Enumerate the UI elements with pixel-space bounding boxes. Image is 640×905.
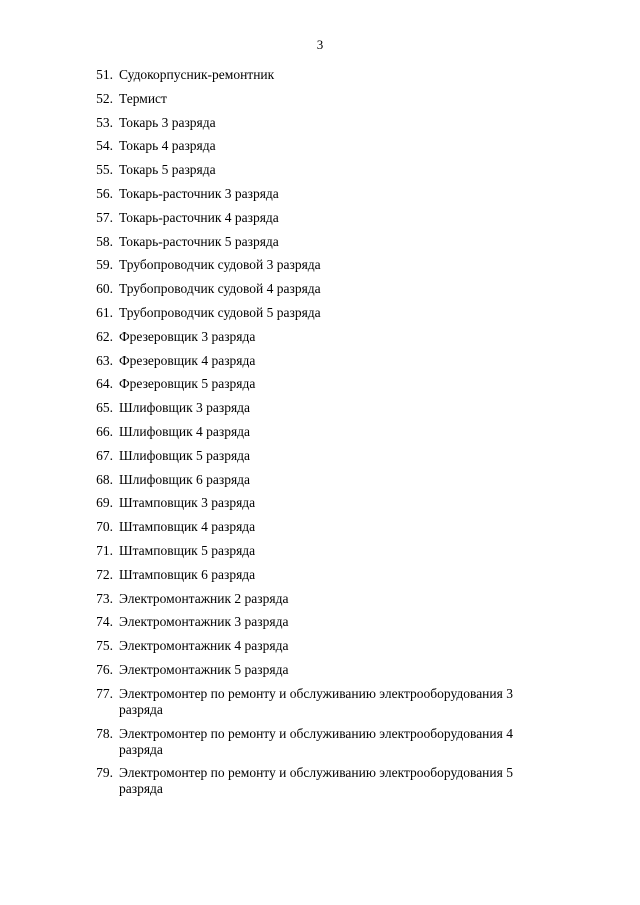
item-text: Электромонтажник 2 разряда	[119, 590, 289, 606]
item-number: 69.	[96, 495, 113, 511]
list-item	[0, 519, 640, 535]
profession-list	[0, 67, 640, 805]
item-text: Электромонтажник 4 разряда	[119, 638, 289, 654]
item-text: Электромонтажник 5 разряда	[119, 661, 289, 677]
item-number: 52.	[96, 90, 113, 106]
item-text: Электромонтажник 3 разряда	[119, 614, 289, 630]
item-text: Трубопроводчик судовой 3 разряда	[119, 257, 321, 273]
item-text: Токарь 3 разряда	[119, 114, 216, 130]
item-number: 76.	[96, 661, 113, 677]
item-number: 79.	[96, 765, 113, 781]
item-text: Термист	[119, 90, 167, 106]
item-number: 68.	[96, 471, 113, 487]
item-text: Шлифовщик 5 разряда	[119, 447, 251, 463]
item-text: Фрезеровщик 4 разряда	[119, 352, 256, 368]
list-item	[0, 591, 640, 607]
item-number: 57.	[96, 209, 113, 225]
item-number: 77.	[96, 685, 113, 701]
item-number: 66.	[96, 423, 113, 439]
item-text: Штамповщик 3 разряда	[119, 495, 256, 511]
list-item	[0, 686, 640, 718]
item-text: Фрезеровщик 5 разряда	[119, 376, 256, 392]
item-number: 63.	[96, 352, 113, 368]
list-item	[0, 91, 640, 107]
item-text: Трубопроводчик судовой 5 разряда	[119, 304, 321, 320]
list-item	[0, 234, 640, 250]
item-number: 59.	[96, 257, 113, 273]
list-item	[0, 472, 640, 488]
list-item	[0, 257, 640, 273]
item-number: 78.	[96, 725, 113, 741]
list-item	[0, 543, 640, 559]
list-item	[0, 424, 640, 440]
list-item	[0, 353, 640, 369]
list-item	[0, 186, 640, 202]
item-text: Шлифовщик 3 разряда	[119, 400, 251, 416]
list-item	[0, 400, 640, 416]
list-item	[0, 614, 640, 630]
item-number: 56.	[96, 185, 113, 201]
item-number: 55.	[96, 162, 113, 178]
item-text: Шлифовщик 6 разряда	[119, 471, 251, 487]
item-text: Токарь 4 разряда	[119, 138, 216, 154]
item-text: Трубопроводчик судовой 4 разряда	[119, 281, 321, 297]
item-number: 75.	[96, 638, 113, 654]
item-number: 51.	[96, 67, 113, 82]
item-number: 61.	[96, 304, 113, 320]
item-number: 54.	[96, 138, 113, 154]
item-text: Токарь-расточник 3 разряда	[119, 185, 279, 201]
list-item	[0, 67, 640, 83]
item-number: 70.	[96, 519, 113, 535]
item-text: Электромонтер по ремонту и обслуживанию электрооборудования 3 разряда	[119, 685, 513, 717]
item-text: Шлифовщик 4 разряда	[119, 423, 251, 439]
item-number: 62.	[96, 328, 113, 344]
item-text: Токарь-расточник 5 разряда	[119, 233, 279, 249]
list-item	[0, 765, 640, 797]
list-item	[0, 662, 640, 678]
list-item	[0, 726, 640, 758]
item-text: Фрезеровщик 3 разряда	[119, 328, 256, 344]
item-text: Судокорпусник-ремонтник	[119, 67, 275, 82]
list-item	[0, 448, 640, 464]
list-item	[0, 376, 640, 392]
list-item	[0, 115, 640, 131]
item-number: 53.	[96, 114, 113, 130]
item-text: Электромонтер по ремонту и обслуживанию электрооборудования 4 разряда	[119, 725, 513, 757]
item-number: 72.	[96, 566, 113, 582]
item-text: Токарь 5 разряда	[119, 162, 216, 178]
item-number: 60.	[96, 281, 113, 297]
list-item	[0, 162, 640, 178]
item-text: Токарь-расточник 4 разряда	[119, 209, 279, 225]
page-number: 3	[316, 37, 324, 52]
item-number: 58.	[96, 233, 113, 249]
item-text: Электромонтер по ремонту и обслуживанию электрооборудования 5 разряда	[119, 765, 513, 797]
item-number: 65.	[96, 400, 113, 416]
item-number: 67.	[96, 447, 113, 463]
item-text: Штамповщик 6 разряда	[119, 566, 256, 582]
item-number: 64.	[96, 376, 113, 392]
list-item	[0, 638, 640, 654]
list-item	[0, 495, 640, 511]
list-item	[0, 210, 640, 226]
item-number: 74.	[96, 614, 113, 630]
list-item	[0, 567, 640, 583]
item-text: Штамповщик 4 разряда	[119, 519, 256, 535]
list-item	[0, 329, 640, 345]
item-number: 71.	[96, 542, 113, 558]
list-item	[0, 305, 640, 321]
list-item	[0, 281, 640, 297]
item-text: Штамповщик 5 разряда	[119, 542, 256, 558]
list-item	[0, 138, 640, 154]
item-number: 73.	[96, 590, 113, 606]
